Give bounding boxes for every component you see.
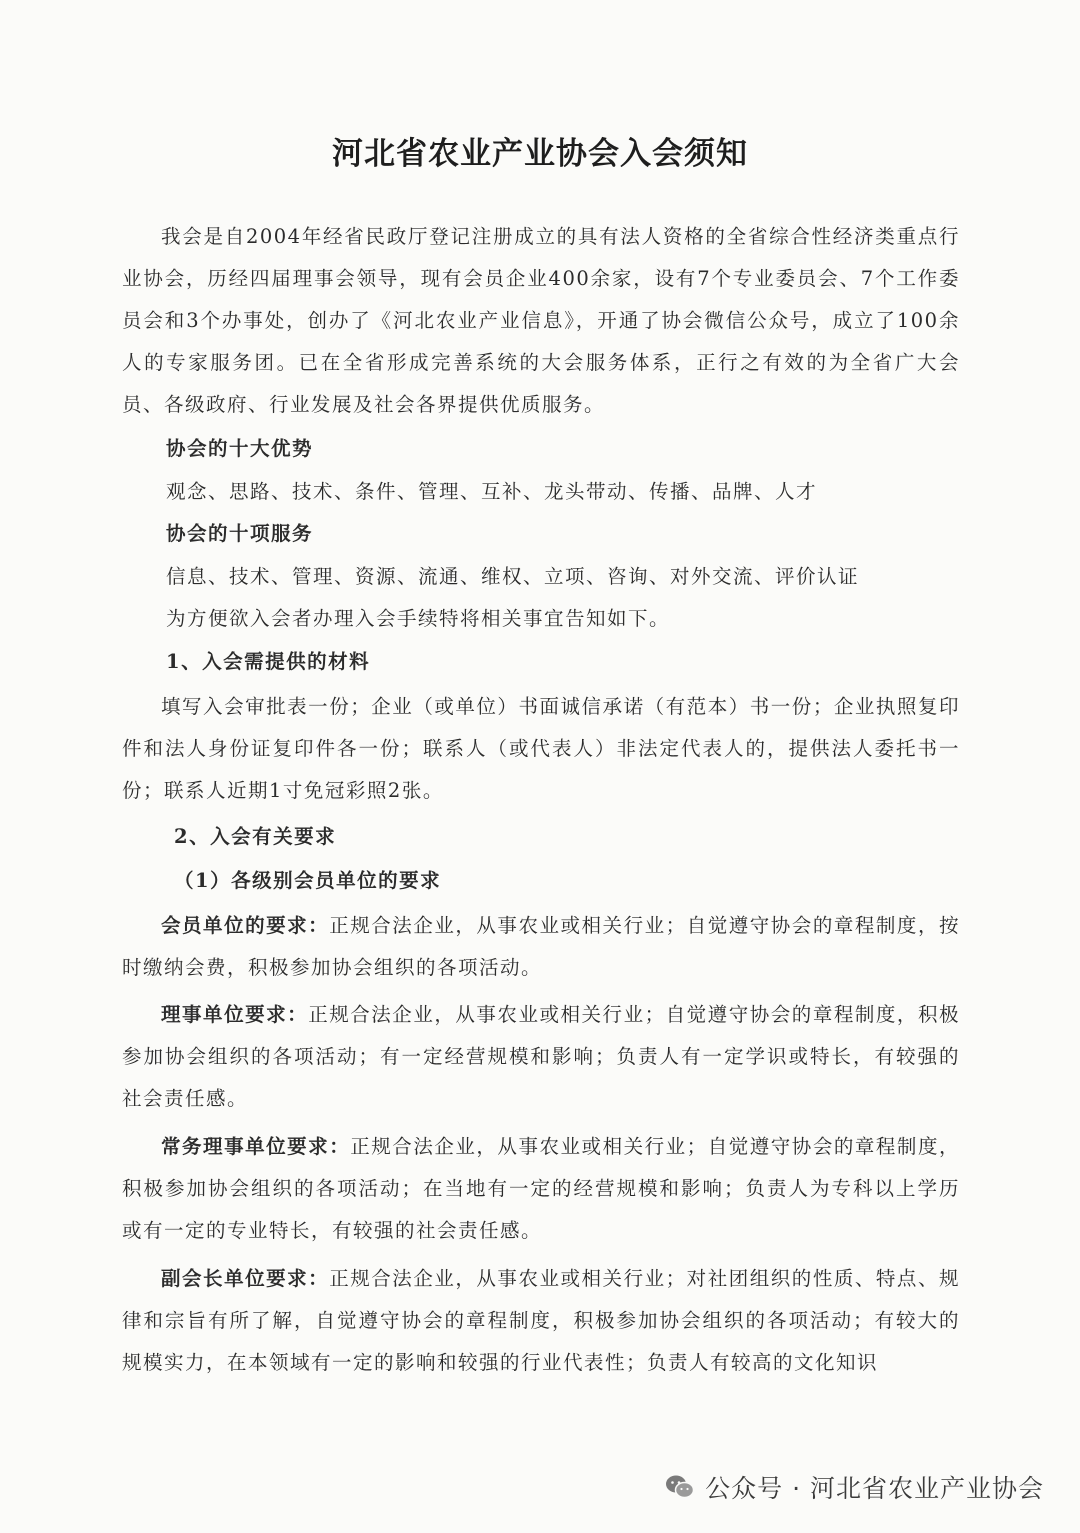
advantages-heading: 协会的十大优势 [166,437,314,460]
notice-line: 为方便欲入会者办理入会手续特将相关事宜告知如下。 [166,607,671,630]
member-body: 正规合法企业，从事农业或相关行业；自觉遵守协会的章程制度，按时缴纳会费，积极参加协会组织的各项活动。 [122,914,960,979]
section2-heading: 2、入会有关要求 [174,825,337,848]
member-requirement [122,905,960,989]
section1-body: 填写入会审批表一份；企业（或单位）书面诚信承诺（有范本）书一份；企业执照复印件和法人身份证复印件各一份；联系人（或代表人）非法定代表人的，提供法人委托书一份；联系人近期1寸免冠彩照2张。 [122,695,960,802]
vp-body: 正规合法企业，从事农业或相关行业；对社团组织的性质、特点、规律和宗旨有所了解，自觉遵守协会的章程制度，积极参加协会组织的各项活动；有较大的规模实力，在本领域有一定的影响和较强的行业代表性；负责人有较高的文化知识 [122,1267,960,1374]
director-body: 正规合法企业，从事农业或相关行业；自觉遵守协会的章程制度，积极参加协会组织的各项活动；有一定经营规模和影响；负责人有一定学识或特长，有较强的社会责任感。 [122,1003,960,1110]
services-heading: 协会的十项服务 [166,522,314,545]
vp-label: 副会长单位要求： [161,1267,330,1290]
section1-heading: 1、入会需提供的材料 [166,650,371,673]
standing-label: 常务理事单位要求： [161,1135,351,1158]
services-list: 信息、技术、管理、资源、流通、维权、立项、咨询、对外交流、评价认证 [166,565,860,588]
wechat-watermark [665,1467,1044,1507]
wechat-icon [665,1474,695,1500]
document-title: 河北省农业产业协会入会须知 [332,136,748,172]
intro-paragraph: 我会是自2004年经省民政厅登记注册成立的具有法人资格的全省综合性经济类重点行业协会，历经四届理事会领导，现有会员企业400余家，设有7个专业委员会、7个工作委员会和3个办事处，创办了《河北农业产业信息》，开通了协会微信公众号，成立了100余人的专家服务团。已在全省形成完善系统的大会服务体系，正行之有效的为全省广大会员、各级政府、行业发展及社会各界提供优质服务。 [122,225,960,416]
director-label: 理事单位要求： [161,1003,309,1026]
watermark-text: 公众号 · 河北省农业产业协会 [705,1474,1044,1503]
section2-subheading: （1）各级别会员单位的要求 [174,869,442,892]
member-label: 会员单位的要求： [161,914,330,937]
advantages-list: 观念、思路、技术、条件、管理、互补、龙头带动、传播、品牌、人才 [166,480,818,503]
director-requirement [122,994,960,1120]
vice-president-requirement [122,1258,960,1384]
standing-body: 正规合法企业，从事农业或相关行业；自觉遵守协会的章程制度，积极参加协会组织的各项活动；在当地有一定的经营规模和影响；负责人为专科以上学历或有一定的专业特长，有较强的社会责任感。 [122,1135,960,1242]
standing-director-requirement [122,1126,960,1252]
